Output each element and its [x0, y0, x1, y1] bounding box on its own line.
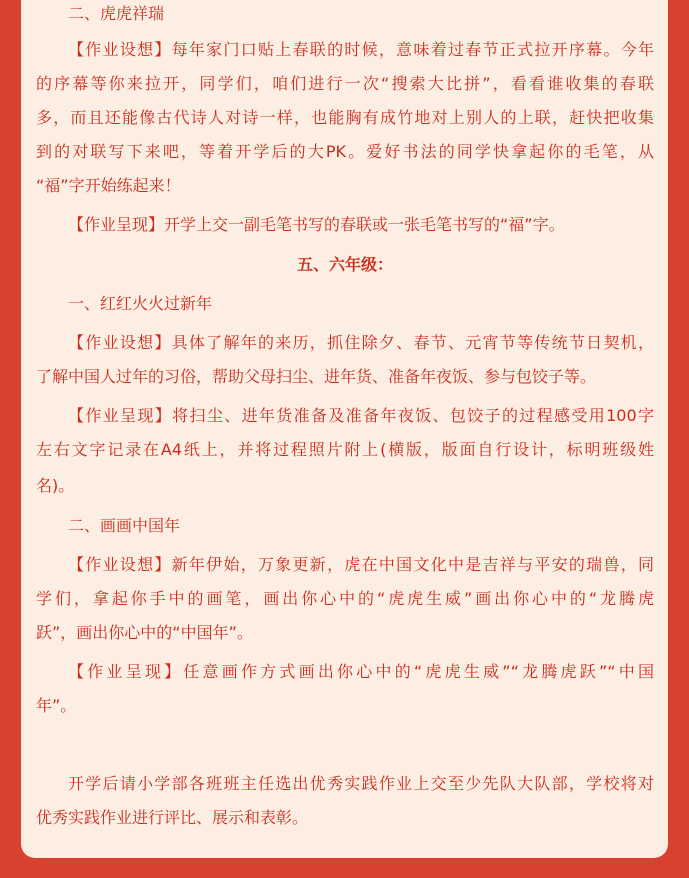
paragraph-line: 到的对联写下来吧，等着开学后的大PK。爱好书法的同学快拿起你的毛笔，从: [36, 142, 654, 161]
paragraph-line: 了解中国人过年的习俗，帮助父母扫尘、进年货、准备年夜饭、参与包饺子等。: [36, 367, 597, 386]
grade-title: 五、六年级：: [296, 255, 393, 274]
paragraph-line: 的序幕等你来拉开，同学们，咱们进行一次“搜索大比拼”，看看谁收集的春联: [36, 74, 654, 93]
section-heading-hua-hua-zhong-guo-nian: 二、画画中国年: [68, 516, 181, 535]
paragraph-line: 左右文字记录在A4纸上，并将过程照片附上(横版，版面自行设计，标明班级姓: [36, 440, 654, 459]
paragraph-line: 名)。: [36, 476, 75, 495]
paragraph-line: 【作业设想】每年家门口贴上春联的时候，意味着过春节正式拉开序幕。今年: [68, 40, 654, 59]
paragraph-line: 【作业呈现】开学上交一副毛笔书写的春联或一张毛笔书写的“福”字。: [68, 215, 565, 234]
paragraph-line: 学们，拿起你手中的画笔，画出你心中的“虎虎生威”画出你心中的“龙腾虎: [36, 589, 654, 608]
section-heading-hu-hu-xiang-rui: 二、虎虎祥瑞: [68, 4, 165, 23]
paragraph-line: 年”。: [36, 696, 77, 715]
paragraph-line: “福”字开始练起来！: [36, 176, 181, 195]
paragraph-line: 【作业设想】具体了解年的来历，抓住除夕、春节、元宵节等传统节日契机，: [68, 333, 654, 352]
section-heading-hong-hong-huo-huo: 一、红红火火过新年: [68, 294, 213, 313]
paragraph-line: 跃”，画出你心中的“中国年”。: [36, 623, 253, 642]
paragraph-line: 多，而且还能像古代诗人对诗一样，也能胸有成竹地对上别人的上联，赶快把收集: [36, 108, 654, 127]
paragraph-line: 【作业呈现】任意画作方式画出你心中的“虎虎生威”“龙腾虎跃”“中国: [68, 662, 654, 681]
paragraph-line: 【作业设想】新年伊始，万象更新，虎在中国文化中是吉祥与平安的瑞兽，同: [68, 555, 654, 574]
closing-paragraph-line: 开学后请小学部各班班主任选出优秀实践作业上交至少先队大队部，学校将对: [68, 774, 654, 793]
paragraph-line: 【作业呈现】将扫尘、进年货准备及准备年夜饭、包饺子的过程感受用100字: [68, 406, 654, 425]
closing-paragraph-line: 优秀实践作业进行评比、展示和表彰。: [36, 808, 309, 827]
